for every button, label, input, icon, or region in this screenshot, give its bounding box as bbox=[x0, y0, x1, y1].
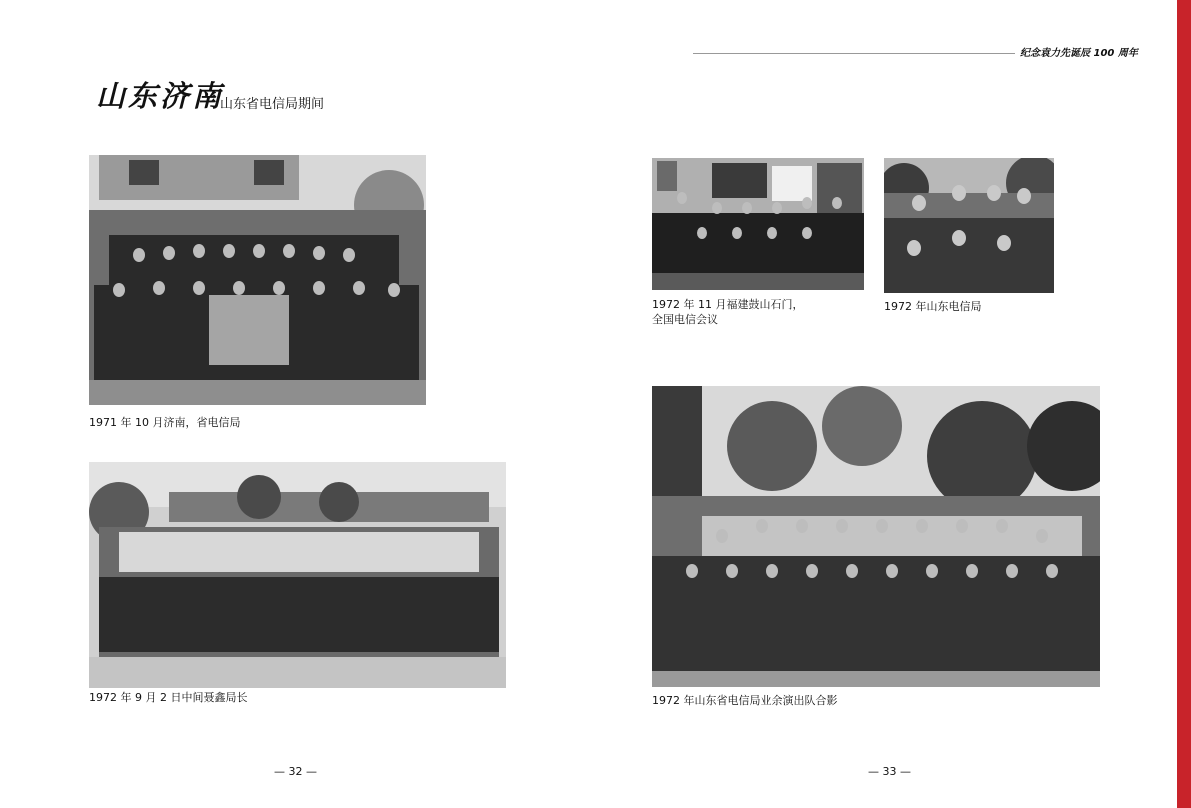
red-edge-bar bbox=[1177, 0, 1191, 808]
group-photo-1971-jinan bbox=[89, 155, 426, 405]
caption-photo-3-line2: 全国电信会议 bbox=[652, 313, 718, 326]
header-title: 纪念袁力先诞辰 100 周年 bbox=[1020, 48, 1138, 59]
caption-photo-3-line1: 1972 年 11 月福建鼓山石门， bbox=[652, 298, 804, 311]
caption-photo-5: 1972 年山东省电信局业余演出队合影 bbox=[652, 694, 838, 707]
page-number-right: — 33 — bbox=[868, 765, 911, 778]
group-photo-1972-sept bbox=[89, 462, 506, 688]
header-rule bbox=[693, 53, 1015, 54]
page-number-left: — 32 — bbox=[274, 765, 317, 778]
caption-photo-4: 1972 年山东电信局 bbox=[884, 300, 982, 313]
section-title: 山东济南 bbox=[96, 79, 225, 113]
section-subtitle: 山东省电信局期间 bbox=[220, 97, 325, 112]
group-photo-1972-fujian bbox=[652, 158, 864, 290]
group-photo-1972-performance-team bbox=[652, 386, 1100, 687]
caption-photo-3 bbox=[652, 297, 803, 327]
group-photo-1972-shandong bbox=[884, 158, 1054, 293]
caption-photo-2: 1972 年 9 月 2 日中间聂鑫局长 bbox=[89, 691, 248, 704]
caption-photo-1: 1971 年 10 月济南，省电信局 bbox=[89, 416, 241, 429]
